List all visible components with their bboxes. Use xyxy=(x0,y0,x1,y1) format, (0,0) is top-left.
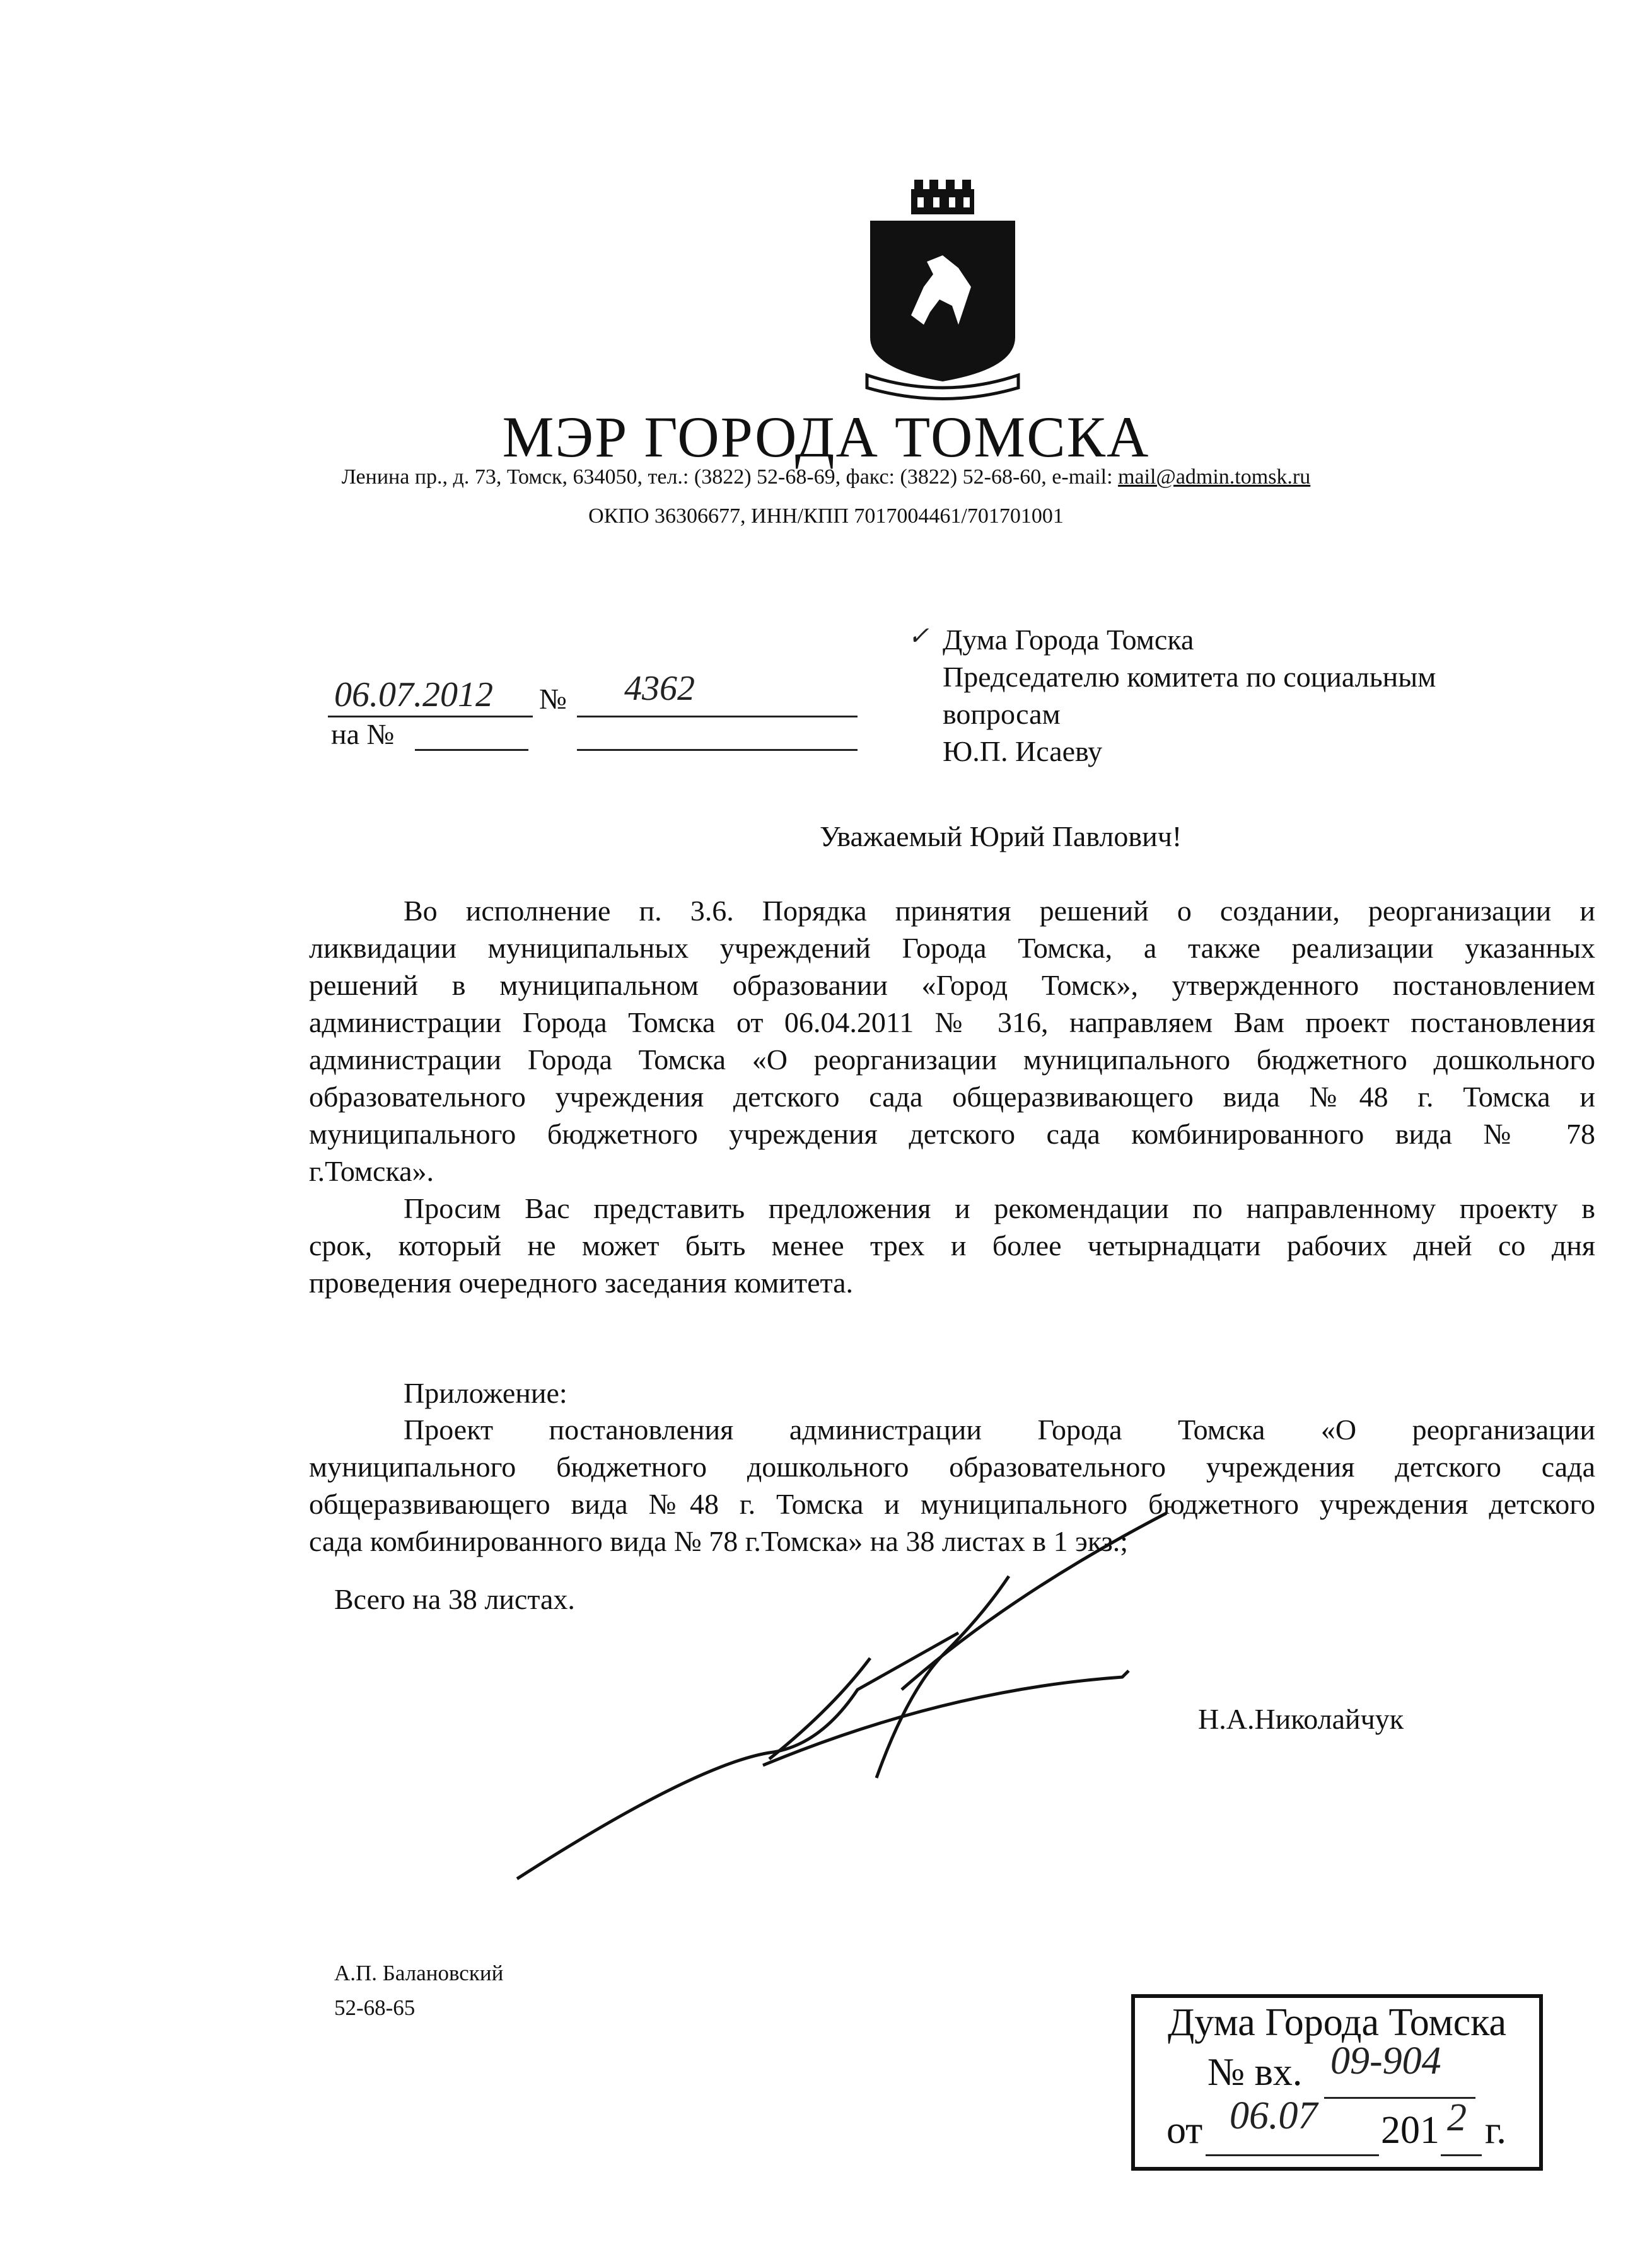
number-underline xyxy=(577,716,858,717)
signatory-name: Н.А.Николайчук xyxy=(1198,1703,1404,1735)
body-text-line: ликвидации муниципальных учреждений Города Томска, а также реализации указанных xyxy=(309,932,1595,964)
executor-phone: 52-68-65 xyxy=(334,1995,416,2020)
body-text-line: муниципального бюджетного дошкольного образовательного учреждения детского сада xyxy=(309,1451,1595,1483)
recipient-line: Дума Города Томска xyxy=(943,624,1194,656)
stamp-year-suffix: г. xyxy=(1485,2109,1506,2152)
body-text-line: образовательного учреждения детского сада общеразвивающего вида №48 г. Томска и xyxy=(309,1081,1595,1113)
greeting: Уважаемый Юрий Павлович! xyxy=(820,820,1182,852)
stamp-from-label: от xyxy=(1166,2109,1203,2152)
letterhead-title: МЭР ГОРОДА ТОМСКА xyxy=(502,405,1150,469)
tomsk-coat-of-arms-logo xyxy=(864,180,1021,410)
letterhead-registration-codes: ОКПО 36306677, ИНН/КПП 7017004461/701701001 xyxy=(588,504,1064,528)
outgoing-number: 4362 xyxy=(624,669,695,708)
stamp-in-number: 09-904 xyxy=(1330,2040,1441,2082)
letterhead-address xyxy=(0,465,1652,489)
recipient-line: Ю.П. Исаеву xyxy=(943,735,1103,767)
body-text-line: Во исполнение п. 3.6. Порядка принятия решений о создании, реорганизации и xyxy=(404,895,1595,927)
body-text-line: Проект постановления администрации Города Томска «О реорганизации xyxy=(404,1414,1595,1446)
stamp-year-underline xyxy=(1441,2154,1482,2156)
body-text-line: проведения очередного заседания комитета. xyxy=(309,1267,854,1299)
body-text-line: сада комбинированного вида № 78 г.Томска» на 38 листах в 1 экз.; xyxy=(309,1525,1129,1557)
handwritten-signature xyxy=(504,1501,1293,1891)
attachment-label: Приложение: xyxy=(404,1377,567,1409)
body-text-line: Просим Вас представить предложения и рекомендации по направленному проекту в xyxy=(404,1192,1595,1224)
body-text-line: решений в муниципальном образовании «Город Томск», утвержденного постановлением xyxy=(309,969,1595,1001)
stamp-org: Дума Города Томска xyxy=(1168,2001,1506,2044)
reply-number-underline xyxy=(415,749,528,751)
body-text-line: срок, который не может быть менее трех и более четырнадцати рабочих дней со дня xyxy=(309,1229,1595,1262)
body-text-line: муниципального бюджетного учреждения детского сада комбинированного вида № 78 xyxy=(309,1118,1595,1150)
reply-date-underline xyxy=(577,749,858,751)
executor-name: А.П. Балановский xyxy=(334,1961,504,1985)
recipient-line: Председателю комитета по социальным xyxy=(943,661,1436,693)
stamp-in-label: № вх. xyxy=(1207,2051,1303,2094)
outgoing-date: 06.07.2012 xyxy=(334,675,493,714)
stamp-date-underline xyxy=(1206,2154,1379,2156)
address-text: Ленина пр., д. 73, Томск, 634050, тел.: (3822) 52-68-69, факс: (3822) 52-68-60, e-mail: xyxy=(341,465,1119,489)
stamp-year-prefix: 201 xyxy=(1381,2109,1440,2152)
outgoing-number-label: № xyxy=(539,683,567,715)
recipient-line: вопросам xyxy=(943,698,1061,730)
body-text-line: г.Томска». xyxy=(309,1155,434,1187)
stamp-year-digit: 2 xyxy=(1447,2096,1467,2139)
incoming-registration-stamp xyxy=(1131,1994,1543,2171)
check-mark: ✓ xyxy=(908,622,929,650)
body-text-line: администрации Города Томска от 06.04.2011 № 316, направляем Вам проект постановления xyxy=(309,1006,1595,1038)
body-text-line: администрации Города Томска «О реорганизации муниципального бюджетного дошкольного xyxy=(309,1043,1595,1076)
total-sheets: Всего на 38 листах. xyxy=(334,1583,575,1615)
reply-to-label: на № xyxy=(331,718,395,750)
email-link[interactable]: mail@admin.tomsk.ru xyxy=(1118,465,1311,489)
stamp-date: 06.07 xyxy=(1230,2094,1318,2137)
body-text-line: общеразвивающего вида №48 г. Томска и муниципального бюджетного учреждения детского xyxy=(309,1488,1595,1520)
